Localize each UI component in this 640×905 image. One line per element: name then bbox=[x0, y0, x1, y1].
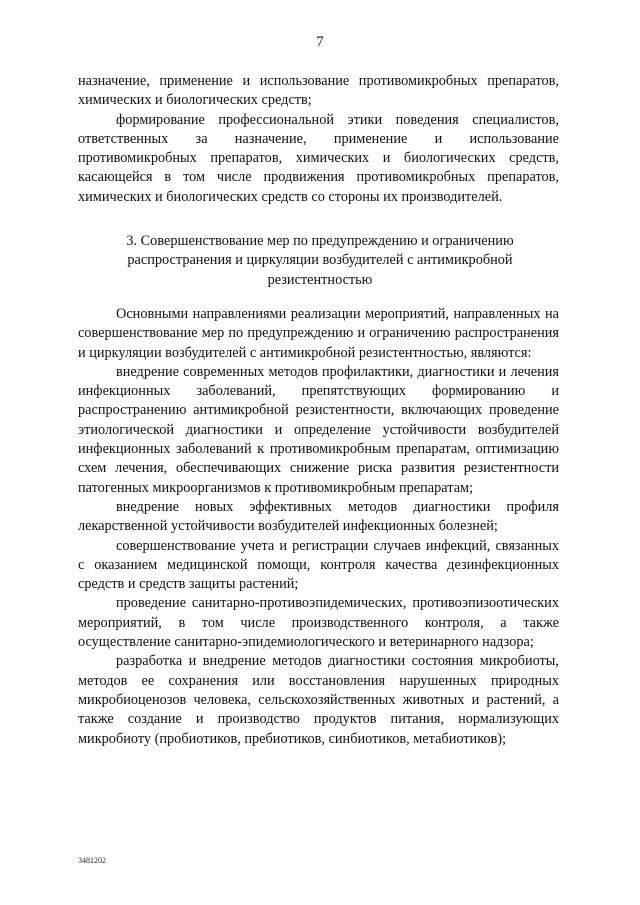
paragraph: совершенствование учета и регистрации случаев инфекций, связанных с оказанием медицинской помощи, контроля качества дезинфекционных средств и средств защиты растений; bbox=[78, 537, 559, 593]
paragraph: внедрение новых эффективных методов диагностики профиля лекарственной устойчивости возбудителей инфекционных болезней; bbox=[78, 498, 559, 535]
paragraph: внедрение современных методов профилактики, диагностики и лечения инфекционных заболеваний, препятствующих формированию и распространению антимикробной резистентности, включающих проведение этиологической диагностики и определение устойчивости возбудителей инфекционных заболеваний к противомикробным препаратам, оптимизацию схем лечения, обеспечивающих снижение риска развития резистентности патогенных микроорганизмов к противомикробным препаратам; bbox=[78, 363, 559, 496]
document-code: 3481202 bbox=[78, 856, 106, 865]
paragraph: проведение санитарно-противоэпидемических, противоэпизоотических мероприятий, в том числе производственного контроля, а также осуществление санитарно-эпидемиологического и ветеринарного надзора; bbox=[78, 595, 559, 651]
paragraph: назначение, применение и использование противомикробных препаратов, химических и биологических средств; bbox=[78, 73, 559, 109]
page-number: 7 bbox=[316, 34, 324, 50]
paragraph: формирование профессиональной этики поведения специалистов, ответственных за назначение, применение и использование противомикробных препаратов, химических и биологических средств, касающейся в том числе продвижения противомикробных препаратов, химических и биологических средств со стороны их производителей. bbox=[78, 111, 559, 205]
section-body bbox=[78, 305, 559, 749]
paragraph: Основными направлениями реализации мероприятий, направленных на совершенствование мер по предупреждению и ограничению распространения и циркуляции возбудителей с антимикробной резистентностью, являются: bbox=[78, 306, 559, 361]
section-heading: 3. Совершенствование мер по предупреждению и ограничению распространения и циркуляции возбудителей с антимикробной резистентностью bbox=[126, 233, 514, 288]
paragraph: разработка и внедрение методов диагностики состояния микробиоты, методов ее сохранения или восстановления нарушенных природных микробиоценозов человека, сельскохозяйственных животных и растений, а также создание и производство продуктов питания, нормализующих микробиоту (пробиотиков, пребиотиков, синбиотиков, метабиотиков); bbox=[78, 653, 559, 747]
intro-text bbox=[78, 72, 559, 207]
